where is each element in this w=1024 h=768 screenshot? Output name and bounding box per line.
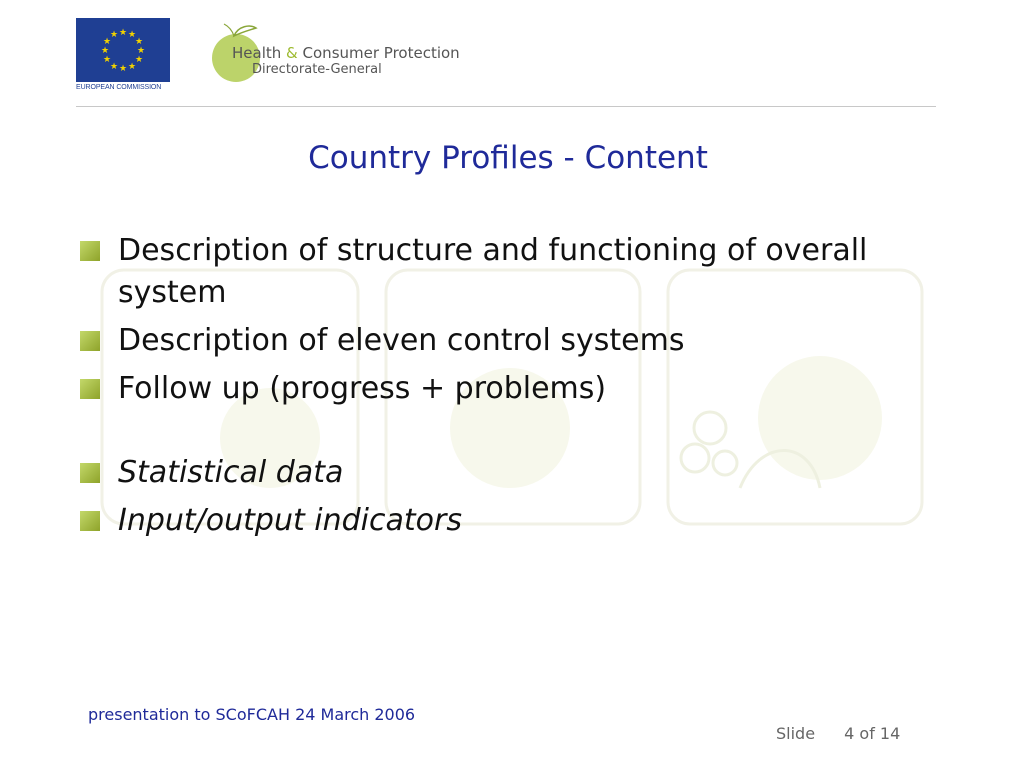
svg-text:★: ★ <box>118 64 128 74</box>
svg-text:★: ★ <box>127 62 137 72</box>
square-bullet-icon <box>80 241 100 261</box>
list-item <box>78 320 878 362</box>
svg-text:★: ★ <box>100 46 110 56</box>
slide-label: Slide <box>776 724 816 743</box>
svg-text:★: ★ <box>118 28 128 38</box>
svg-text:★: ★ <box>134 55 144 65</box>
list-item <box>78 368 878 410</box>
dg-health-text: Health <box>232 44 282 62</box>
dg-sanco-logo <box>210 22 470 84</box>
svg-text:★: ★ <box>136 46 146 56</box>
square-bullet-icon <box>80 379 100 399</box>
bullet-text: Follow up (progress + problems) <box>118 371 607 406</box>
bullet-text: Statistical data <box>118 455 344 490</box>
bullet-text: Description of eleven control systems <box>118 323 685 358</box>
svg-text:★: ★ <box>127 30 137 40</box>
svg-text:★: ★ <box>109 30 119 40</box>
square-bullet-icon <box>80 331 100 351</box>
european-commission-logo <box>76 18 172 94</box>
slide-title: Country Profiles - Content <box>308 140 708 176</box>
slide-number: 4 of 14 <box>844 724 901 743</box>
list-item <box>78 500 878 542</box>
bullet-text: Description of structure and functioning of overall system <box>118 233 868 310</box>
bullet-list <box>78 230 878 548</box>
dg-consumer-text: Consumer Protection <box>302 44 460 62</box>
svg-text:★: ★ <box>102 37 112 47</box>
list-item <box>78 230 878 314</box>
dg-name-line2: Directorate-General <box>252 62 382 77</box>
presentation-footer: presentation to SCoFCAH 24 March 2006 <box>88 705 416 724</box>
eu-caption: EUROPEAN COMMISSION <box>76 84 162 91</box>
list-item <box>78 452 878 494</box>
square-bullet-icon <box>80 463 100 483</box>
svg-text:★: ★ <box>134 37 144 47</box>
dg-amp-text: & <box>286 44 298 62</box>
bullet-text: Input/output indicators <box>118 503 462 538</box>
svg-text:★: ★ <box>109 62 119 72</box>
square-bullet-icon <box>80 511 100 531</box>
slide-counter <box>776 724 900 743</box>
dg-name-line1 <box>232 44 460 62</box>
header-divider <box>76 106 936 107</box>
svg-text:★: ★ <box>102 55 112 65</box>
eu-flag-icon <box>76 18 170 82</box>
